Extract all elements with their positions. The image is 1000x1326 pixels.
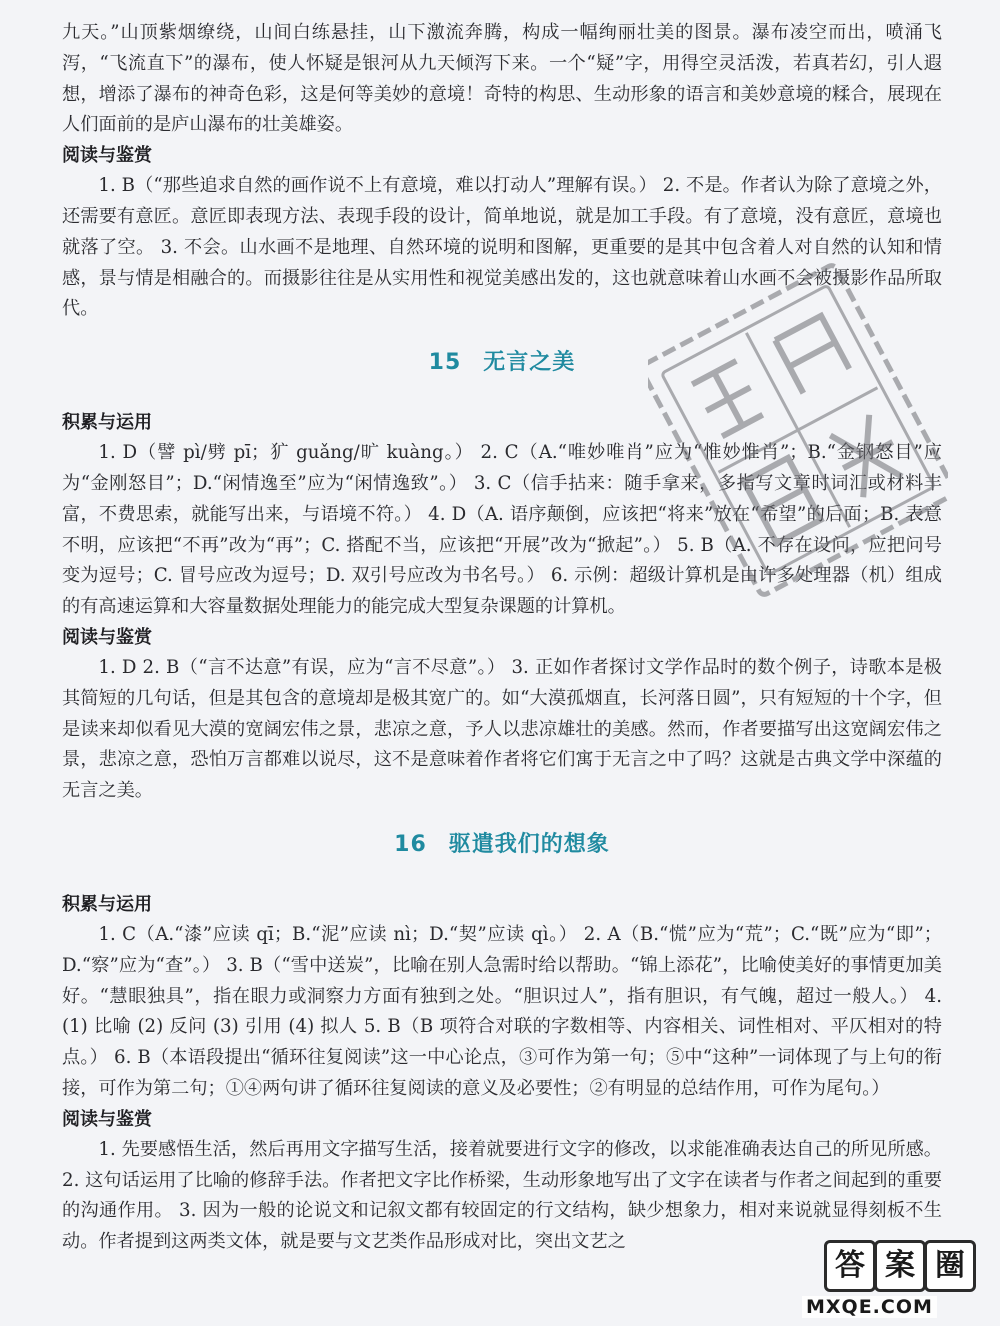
section-heading-reading: 阅读与鉴赏 [62,145,152,167]
watermark-char: 答 [824,1240,876,1292]
watermark-url: MXQE.COM [802,1296,937,1318]
page-content [62,18,942,1258]
section-heading-reading: 阅读与鉴赏 [62,1108,152,1130]
chapter-number: 16 [394,831,427,857]
watermark-char: 案 [874,1240,926,1292]
chapter-heading-15 [62,345,942,376]
watermark-char: 圈 [924,1240,976,1292]
chapter-heading-16 [62,827,942,858]
site-watermark [772,1240,982,1318]
section-heading-accumulation: 积累与运用 [62,893,152,915]
reading-answers-14: 1. B（“那些追求自然的画作说不上有意境，难以打动人”理解有误。） 2. 不是。作者认为除了意境之外，还需要有意匠。意匠即表现方法、表现手段的设计，简单地说，就是加工手段。有了意境，没有意匠，意境也就落了空。 3. 不会。山水画不是地理、自然环境的说明和图解，更重要的是其中包含着人对自然的认知和情感，景与情是相融合的。而摄影往往是从实用性和视觉美感出发的，这也就意味着山水画不会被摄影作品所取代。 [62,175,942,320]
intro-paragraph: 九天。”山顶紫烟缭绕，山间白练悬挂，山下激流奔腾，构成一幅绚丽壮美的图景。瀑布凌空而出，喷涌飞泻，“飞流直下”的瀑布，使人怀疑是银河从九天倾泻下来。一个“疑”字，用得空灵活泼，若真若幻，引人遐想，增添了瀑布的神奇色彩，这是何等美妙的意境！奇特的构思、生动形象的语言和美妙意境的糅合，展现在人们面前的是庐山瀑布的壮美雄姿。 [62,22,942,136]
reading-answers-16: 1. 先要感悟生活，然后再用文字描写生活，接着就要进行文字的修改，以求能准确表达自己的所见所感。 2. 这句话运用了比喻的修辞手法。作者把文字比作桥梁，生动形象地写出了文字在读者与作者之间起到的重要的沟通作用。 3. 因为一般的论说文和记叙文都有较固定的行文结构，缺少想象力，相对来说就显得刻板不生动。作者提到这两类文体，就是要与文艺类作品形成对比，突出文艺之 [62,1138,942,1253]
accumulation-answers-15: 1. D（譬 pì/劈 pī；犷 guǎng/旷 kuàng。） 2. C（A.“唯妙唯肖”应为“惟妙惟肖”；B.“金钢怒目”应为“金刚怒目”；D.“闲情逸至”应为“闲情逸致”。） 3. C（信手拈来：随手拿来，多指写文章时词汇或材料丰富，不费思索，就能写出来，与语境不符。） 4. D（A. 语序颠倒，应该把“将来”放在“希望”的后面；B. 表意不明，应该把“不再”改为“再”；C. 搭配不当，应该把“开展”改为“掀起”。） 5. B（A. 不存在设问，应把问号变为逗号；C. 冒号应改为逗号；D. 双引号应改为书名号。） 6. 示例：超级计算机是由许多处理器（机）组成的有高速运算和大容量数据处理能力的能完成大型复杂课题的计算机。 [62,442,942,618]
chapter-title: 无言之美 [483,350,576,376]
chapter-title: 驱遣我们的想象 [448,831,610,857]
chapter-number: 15 [428,350,462,376]
section-heading-reading: 阅读与鉴赏 [62,626,152,648]
reading-answers-15: 1. D 2. B（“言不达意”有误，应为“言不尽意”。） 3. 正如作者探讨文学作品时的数个例子，诗歌本是极其简短的几句话，但是其包含的意境却是极其宽广的。如“大漠孤烟直，长河落日圆”，只有短短的十个字，但是读来却似看见大漠的宽阔宏伟之景，悲凉之意，予人以悲凉雄壮的美感。然而，作者要描写出这宽阔宏伟之景，悲凉之意，恐怕万言都难以说尽，这不是意味着作者将它们寓于无言之中了吗？这就是古典文学中深蕴的无言之美。 [62,656,942,802]
accumulation-answers-16: 1. C（A.“漆”应读 qī；B.“泥”应读 nì；D.“契”应读 qì。） 2. A（B.“慌”应为“荒”；C.“既”应为“即”；D.“察”应为“查”。） 3. B（“雪中送炭”，比喻在别人急需时给以帮助。“锦上添花”，比喻使美好的事情更加美好。“慧眼独具”，指在眼力或洞察力方面有独到之处。“胆识过人”，指有胆识，有气魄，超过一般人。） 4. (1) 比喻 (2) 反问 (3) 引用 (4) 拟人 5. B（B 项符合对联的字数相等、内容相关、词性相对、平仄相对的特点。） 6. B（本语段提出“循环往复阅读”这一中心论点，③可作为第一句；⑤中“这种”一词体现了与上句的衔接，可作为第二句；①④两句讲了循环往复阅读的意义及必要性；②有明显的总结作用，可作为尾句。） [62,923,942,1099]
section-heading-accumulation: 积累与运用 [62,412,152,434]
